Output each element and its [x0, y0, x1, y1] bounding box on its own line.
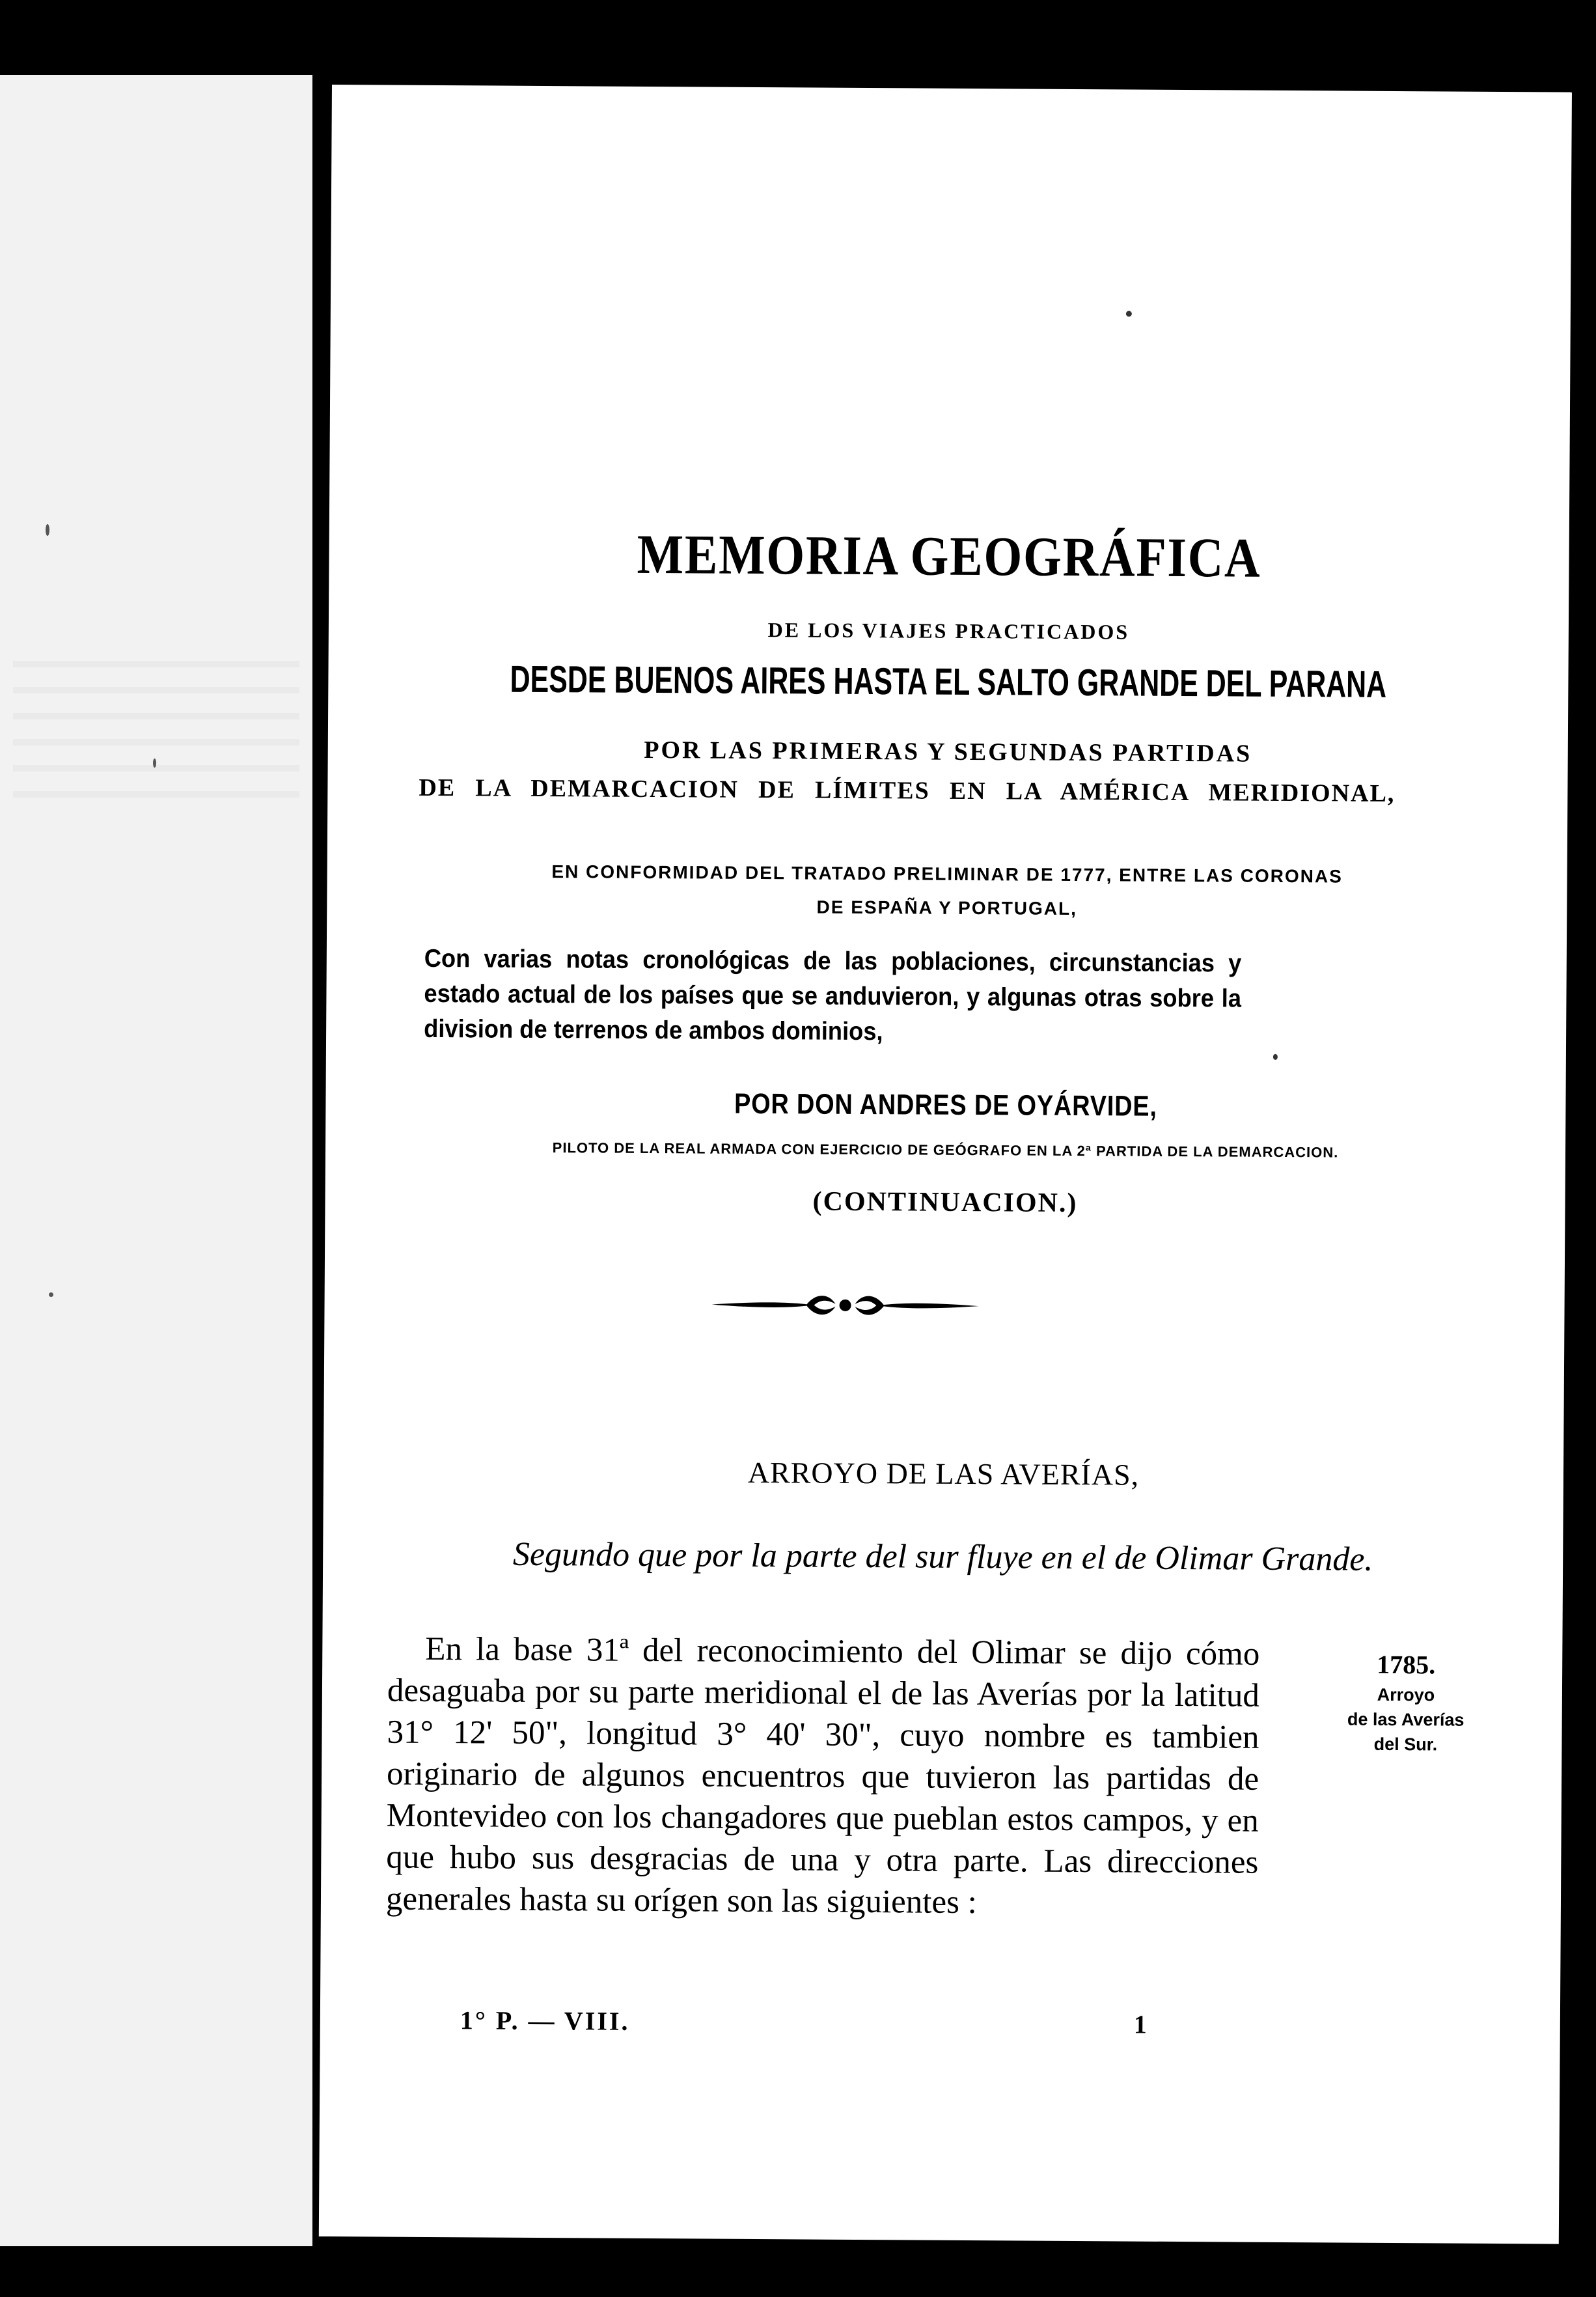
paper-speck	[1126, 311, 1132, 316]
paper-speck	[1273, 1054, 1278, 1060]
section-heading: ARROYO DE LAS AVERÍAS,	[747, 1455, 1140, 1492]
margin-note	[1324, 1647, 1487, 1757]
subtitle-line-5: EN CONFORMIDAD DEL TRATADO PRELIMINAR DE 1777, ENTRE LAS CORONAS	[551, 861, 1343, 887]
facing-page	[0, 75, 312, 2246]
page-number: 1	[1133, 2009, 1147, 2039]
author-role: PILOTO DE LA REAL ARMADA CON EJERCICIO DE GEÓGRAFO EN LA 2ª PARTIDA DE LA DEMARCACION.	[552, 1139, 1339, 1161]
section-subheading: Segundo que por la parte del sur fluye en el de Olimar Grande.	[512, 1535, 1373, 1578]
subtitle-line-1: DE LOS VIAJES PRACTICADOS	[767, 618, 1130, 644]
paper-speck	[49, 1292, 53, 1297]
margin-note-line-2: de las Averías	[1347, 1709, 1465, 1730]
continuation-label: (CONTINUACION.)	[812, 1186, 1078, 1219]
notes-paragraph: Con varias notas cronológicas de las poblaciones, circunstancias y estado actual de los países que se anduvieron, y algunas otras sobre la division de terrenos de ambos dominios,	[424, 944, 1242, 1046]
subtitle-line-4: DE LA DEMARCACION DE LÍMITES EN LA AMÉRICA MERIDIONAL,	[419, 773, 1396, 807]
document-title: MEMORIA GEOGRÁFICA	[637, 522, 1261, 589]
paper-speck	[46, 524, 49, 536]
document-page	[319, 85, 1572, 2244]
body-paragraph: En la base 31ª del reconocimiento del Olimar se dijo cómo desaguaba por su parte meridional el de las Averías por la latitud 31° 12' 50", longitud 3° 40' 30", cuyo nombre es tambien originario de algunos encuentros que tuvieron las partidas de Montevideo con los changadores que pueblan estos campos, y en que hubo sus desgracias de una y otra parte. Las direcciones generales hasta su orígen son las siguientes :	[385, 1630, 1260, 1921]
subtitle-line-3: POR LAS PRIMERAS Y SEGUNDAS PARTIDAS	[644, 736, 1252, 768]
subtitle-line-6: DE ESPAÑA Y PORTUGAL,	[816, 897, 1078, 919]
facing-page-bleedthrough	[13, 661, 299, 804]
margin-note-line-3: del Sur.	[1373, 1734, 1438, 1755]
subtitle-line-2: DESDE BUENOS AIRES HASTA EL SALTO GRANDE DEL PARANA	[510, 658, 1387, 706]
author-line: POR DON ANDRES DE OYÁRVIDE,	[734, 1087, 1157, 1122]
margin-note-year: 1785.	[1377, 1649, 1436, 1680]
ornament-divider	[708, 1285, 982, 1326]
margin-note-line-1: Arroyo	[1377, 1684, 1435, 1705]
paper-speck	[153, 759, 156, 768]
signature-mark: 1° P. — VIII.	[460, 2005, 630, 2036]
